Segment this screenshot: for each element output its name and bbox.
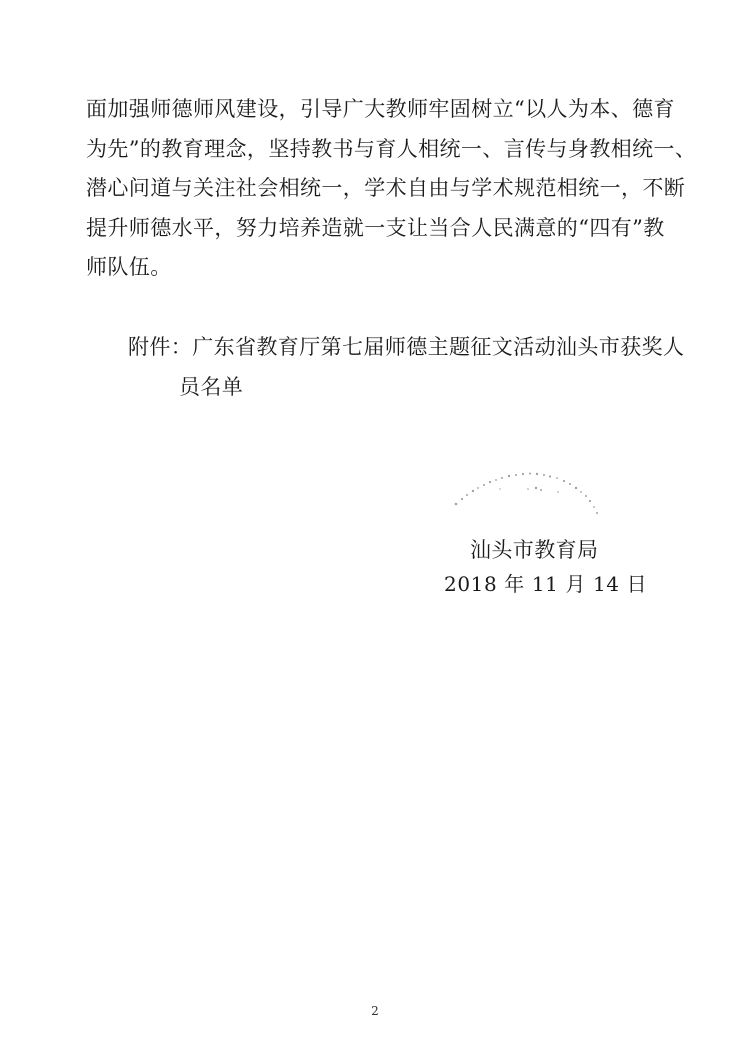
body-line: 提升师德水平，努力培养造就一支让当合人民满意的“四有”教 bbox=[86, 215, 665, 240]
attachment-note bbox=[128, 327, 688, 407]
attachment-line: 附件：广东省教育厅第七届师德主题征文活动汕头市获奖人 bbox=[128, 335, 685, 359]
issue-date: 2018 年 11 月 14 日 bbox=[444, 572, 648, 596]
body-line: 潜心问道与关注社会相统一，学术自由与学术规范相统一，不断 bbox=[86, 176, 686, 200]
body-line: 为先”的教育理念，坚持教书与育人相统一、言传与身教相统一、 bbox=[86, 136, 697, 161]
body-line: 师队伍。 bbox=[86, 255, 172, 279]
attachment-line-continued: 员名单 bbox=[179, 375, 244, 399]
page-number: 2 bbox=[371, 1004, 379, 1018]
body-paragraph bbox=[86, 90, 697, 288]
body-line: 面加强师德师风建设，引导广大教师牢固树立“以人为本、德育 bbox=[86, 97, 675, 121]
issuer-name: 汕头市教育局 bbox=[470, 538, 599, 562]
